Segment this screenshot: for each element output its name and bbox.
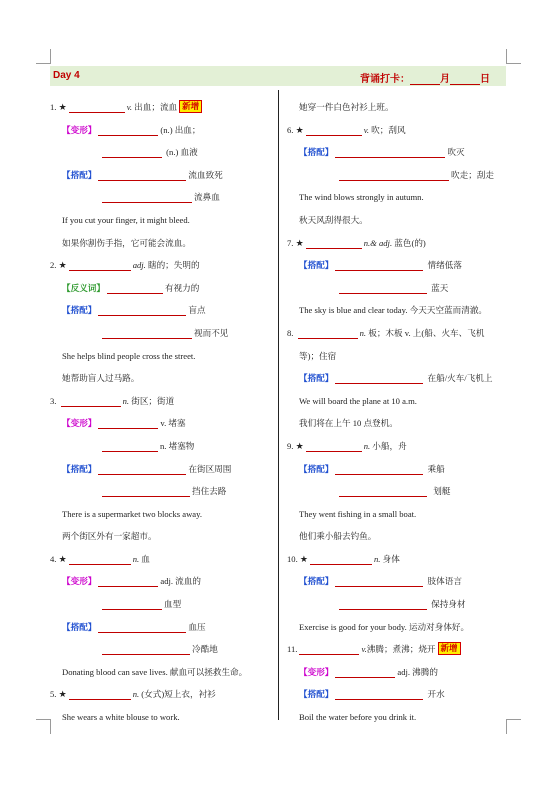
part-of-speech: n. (122, 395, 130, 406)
entry-9-head (287, 435, 509, 458)
form-blank[interactable] (335, 665, 395, 678)
collocation-meaning: 乘船 (427, 463, 445, 474)
star-icon: ★ (295, 440, 304, 451)
entry-1-form-1 (50, 119, 272, 142)
entry-number: 7. (287, 237, 294, 248)
new-badge: 新增 (438, 642, 461, 655)
meaning: 小船，舟 (372, 440, 407, 451)
star-icon: ★ (58, 689, 67, 700)
entry-8-head (287, 322, 509, 345)
word-blank[interactable] (306, 439, 362, 452)
entry-6-col-2 (287, 164, 509, 187)
meaning: (女式)短上衣，衬衫 (141, 689, 216, 700)
word-blank[interactable] (310, 552, 372, 565)
form-meaning: adj. 流血的 (160, 576, 201, 587)
star-icon: ★ (58, 553, 67, 564)
collocation-blank[interactable] (339, 484, 427, 497)
word-blank[interactable] (69, 100, 125, 113)
entry-7-col-1 (287, 254, 509, 277)
day-label: Day 4 (53, 70, 80, 81)
collocation-tag: 【搭配】 (299, 260, 334, 271)
entry-1-example-cn: 如果你割伤手指，它可能会流血。 (62, 237, 191, 248)
part-of-speech: v. (126, 102, 133, 112)
collocation-meaning: 冷酷地 (192, 644, 218, 655)
collocation-meaning: 蓝天 (431, 282, 449, 293)
form-blank[interactable] (102, 145, 162, 158)
entry-7-example (287, 299, 509, 322)
collocation-blank[interactable] (102, 484, 190, 497)
collocation-blank[interactable] (339, 281, 427, 294)
word-blank[interactable] (299, 642, 359, 655)
entry-2-head (50, 254, 272, 277)
part-of-speech: n.& adj. (363, 237, 393, 248)
collocation-blank[interactable] (335, 371, 423, 384)
collocation-meaning: 挡住去路 (192, 486, 227, 497)
entry-11-head (287, 638, 509, 661)
collocation-tag: 【搭配】 (299, 463, 334, 474)
word-blank[interactable] (61, 394, 121, 407)
collocation-meaning: 流鼻血 (194, 192, 220, 203)
entry-10-col-1 (287, 570, 509, 593)
meaning: 蓝色(的) (394, 237, 426, 248)
day-unit: 日 (480, 74, 490, 85)
entry-6-example-en: The wind blows strongly in autumn. (299, 192, 424, 203)
checkin-line (360, 70, 490, 85)
part-of-speech: n. (132, 689, 140, 700)
collocation-tag: 【搭配】 (62, 305, 97, 316)
collocation-blank[interactable] (339, 597, 427, 610)
collocation-meaning: 流血致死 (188, 169, 223, 180)
collocation-blank[interactable] (98, 620, 186, 633)
star-icon: ★ (58, 102, 67, 112)
collocation-meaning: 吹走；刮走 (451, 169, 494, 180)
collocation-meaning: 在船/火车/飞机上 (427, 373, 493, 384)
word-blank[interactable] (69, 258, 131, 271)
part-of-speech: n. (373, 553, 381, 564)
entry-3-col-1 (50, 458, 272, 481)
word-blank[interactable] (306, 236, 362, 249)
entry-4-example (50, 661, 272, 684)
collocation-meaning: 情绪低落 (427, 260, 462, 271)
entry-9-example-cn: 他们乘小船去钓鱼。 (299, 531, 377, 542)
entry-4-form-1 (50, 570, 272, 593)
entry-2-example-en: She helps blind people cross the street. (62, 350, 196, 361)
example-en: The sky is blue and clear today. (299, 305, 408, 316)
collocation-blank[interactable] (335, 462, 423, 475)
crop-mark-bottom-left (36, 719, 51, 734)
collocation-blank[interactable] (98, 303, 186, 316)
part-of-speech: n. (363, 440, 371, 451)
header-bar (50, 66, 506, 86)
entry-3-form-2 (50, 435, 272, 458)
form-meaning: (n.) 血液 (166, 147, 198, 158)
entry-number: 9. (287, 440, 294, 451)
entry-10-example (287, 616, 509, 639)
form-tag: 【变形】 (62, 124, 97, 135)
entry-8-example-cn: 我们将在上午 10 点登机。 (299, 418, 398, 429)
entry-5-head (50, 683, 272, 706)
entry-9-col-2 (287, 480, 509, 503)
star-icon: ★ (295, 237, 304, 248)
right-column (287, 96, 509, 729)
entry-10-col-2 (287, 593, 509, 616)
form-meaning: v. 堵塞 (160, 418, 186, 429)
form-meaning: n. 堵塞物 (160, 440, 195, 451)
word-blank[interactable] (69, 687, 131, 700)
word-blank[interactable] (298, 326, 358, 339)
form-blank[interactable] (102, 439, 158, 452)
form-meaning: (n.) 出血； (160, 124, 201, 135)
entry-number: 6. (287, 124, 294, 135)
meaning: 沸腾；煮沸；烧开 (366, 644, 436, 655)
form-tag: 【变形】 (62, 576, 97, 587)
collocation-meaning: 视而不见 (194, 327, 229, 338)
entry-1-col-1 (50, 164, 272, 187)
meaning-verb: v. 上(船、火车、飞机 (404, 327, 485, 338)
entry-1-example-en: If you cut your finger, it might bleed. (62, 214, 190, 225)
entry-3-example-en: There is a supermarket two blocks away. (62, 508, 202, 519)
collocation-blank[interactable] (335, 145, 445, 158)
form-blank[interactable] (98, 574, 158, 587)
collocation-meaning: 肢体语言 (427, 576, 462, 587)
collocation-blank[interactable] (335, 574, 423, 587)
collocation-blank[interactable] (98, 462, 186, 475)
collocation-meaning: 吹灭 (447, 147, 465, 158)
month-blank[interactable] (410, 74, 440, 85)
collocation-blank[interactable] (98, 168, 186, 181)
entry-1-head (50, 96, 272, 119)
star-icon: ★ (299, 553, 308, 564)
meaning: 吹；刮风 (371, 124, 406, 135)
example-en: Exercise is good for your body. (299, 621, 407, 632)
collocation-blank[interactable] (102, 642, 190, 655)
entry-6-col-1 (287, 141, 509, 164)
entry-5-example-cn: 她穿一件白色衬衫上班。 (299, 102, 394, 112)
collocation-meaning: 血压 (188, 621, 206, 632)
entry-3-example-cn: 两个街区外有一家超市。 (62, 531, 157, 542)
entry-number: 2. (50, 260, 57, 271)
entry-2-antonym (50, 277, 272, 300)
part-of-speech: n. (132, 553, 140, 564)
entry-4-col-2 (50, 638, 272, 661)
meaning: 身体 (382, 553, 400, 564)
form-blank[interactable] (98, 416, 158, 429)
part-of-speech: v. (363, 124, 370, 135)
column-divider (278, 90, 279, 720)
entry-2-col-1 (50, 299, 272, 322)
entry-3-col-2 (50, 480, 272, 503)
entry-number: 1. (50, 102, 57, 112)
entry-8-head-cont: 等)；住宿 (299, 350, 337, 361)
example-cn: 今天天空蓝而清澈。 (409, 305, 488, 316)
collocation-blank[interactable] (335, 258, 423, 271)
example-cn: 献血可以拯救生命。 (169, 666, 248, 677)
entry-8-col-1 (287, 367, 509, 390)
day-blank[interactable] (450, 74, 480, 85)
form-meaning: 血型 (164, 599, 182, 610)
entry-11-example-en: Boil the water before you drink it. (299, 712, 417, 723)
collocation-tag: 【搭配】 (299, 147, 334, 158)
meaning: 瞎的；失明的 (147, 260, 200, 271)
entry-4-col-1 (50, 616, 272, 639)
new-badge: 新增 (179, 100, 202, 113)
entry-2-col-2 (50, 322, 272, 345)
star-icon: ★ (295, 124, 304, 135)
entry-number: 10. (287, 553, 298, 564)
collocation-meaning: 在街区周围 (188, 463, 232, 474)
collocation-tag: 【搭配】 (62, 169, 97, 180)
entry-6-head (287, 119, 509, 142)
part-of-speech: adj. (132, 260, 146, 271)
entry-7-head (287, 232, 509, 255)
example-cn: 运动对身体好。 (408, 621, 470, 632)
collocation-blank[interactable] (102, 326, 192, 339)
meaning: 血 (141, 553, 150, 564)
form-blank[interactable] (102, 597, 162, 610)
entry-3-form-1 (50, 412, 272, 435)
entry-number: 3. (50, 395, 57, 406)
form-tag: 【变形】 (62, 418, 97, 429)
collocation-tag: 【搭配】 (299, 689, 334, 700)
entry-1-col-2 (50, 186, 272, 209)
form-meaning: adj. 沸腾的 (397, 666, 438, 677)
entry-4-head (50, 548, 272, 571)
collocation-blank[interactable] (335, 687, 423, 700)
collocation-tag: 【搭配】 (62, 463, 97, 474)
collocation-blank[interactable] (102, 190, 192, 203)
entry-4-form-2 (50, 593, 272, 616)
entry-number: 4. (50, 553, 57, 564)
entry-7-col-2 (287, 277, 509, 300)
entry-11-col-1 (287, 683, 509, 706)
collocation-tag: 【搭配】 (62, 621, 97, 632)
entry-number: 11. (287, 644, 298, 655)
antonym-tag: 【反义词】 (62, 282, 105, 293)
crop-mark-top-left (36, 49, 51, 64)
collocation-meaning: 划艇 (433, 486, 451, 497)
part-of-speech: n. (359, 327, 367, 338)
form-tag: 【变形】 (299, 666, 334, 677)
antonym-meaning: 有视力的 (164, 282, 200, 293)
left-column (50, 96, 272, 729)
entry-9-example-en: They went fishing in a small boat. (299, 508, 417, 519)
collocation-tag: 【搭配】 (299, 373, 334, 384)
collocation-blank[interactable] (339, 168, 449, 181)
star-icon: ★ (58, 260, 67, 271)
antonym-blank[interactable] (107, 281, 163, 294)
entry-number: 5. (50, 689, 57, 700)
entry-10-head (287, 548, 509, 571)
meaning: 板；木板 (368, 327, 403, 338)
entry-number: 8. (287, 327, 294, 338)
entry-9-col-1 (287, 458, 509, 481)
form-blank[interactable] (98, 123, 158, 136)
word-blank[interactable] (306, 123, 362, 136)
entry-3-head (50, 390, 272, 413)
entry-1-form-2 (50, 141, 272, 164)
part-of-speech: v. (361, 644, 367, 655)
meaning: 出血；流血 (134, 102, 178, 112)
entry-11-form-1 (287, 661, 509, 684)
collocation-tag: 【搭配】 (299, 576, 334, 587)
entry-2-example-cn: 她帮助盲人过马路。 (62, 373, 140, 384)
entry-6-example-cn: 秋天风刮得很大。 (299, 214, 368, 225)
example-en: Donating blood can save lives. (62, 666, 168, 677)
entry-5-example-en: She wears a white blouse to work. (62, 712, 180, 723)
crop-mark-top-right (506, 49, 521, 64)
month-unit: 月 (440, 74, 450, 85)
meaning: 街区；街道 (131, 395, 175, 406)
collocation-meaning: 保持身材 (431, 599, 466, 610)
collocation-meaning: 盲点 (188, 305, 206, 316)
word-blank[interactable] (69, 552, 131, 565)
checkin-label: 背诵打卡： (360, 74, 410, 85)
collocation-meaning: 开水 (427, 689, 445, 700)
entry-8-example-en: We will board the plane at 10 a.m. (299, 395, 417, 406)
